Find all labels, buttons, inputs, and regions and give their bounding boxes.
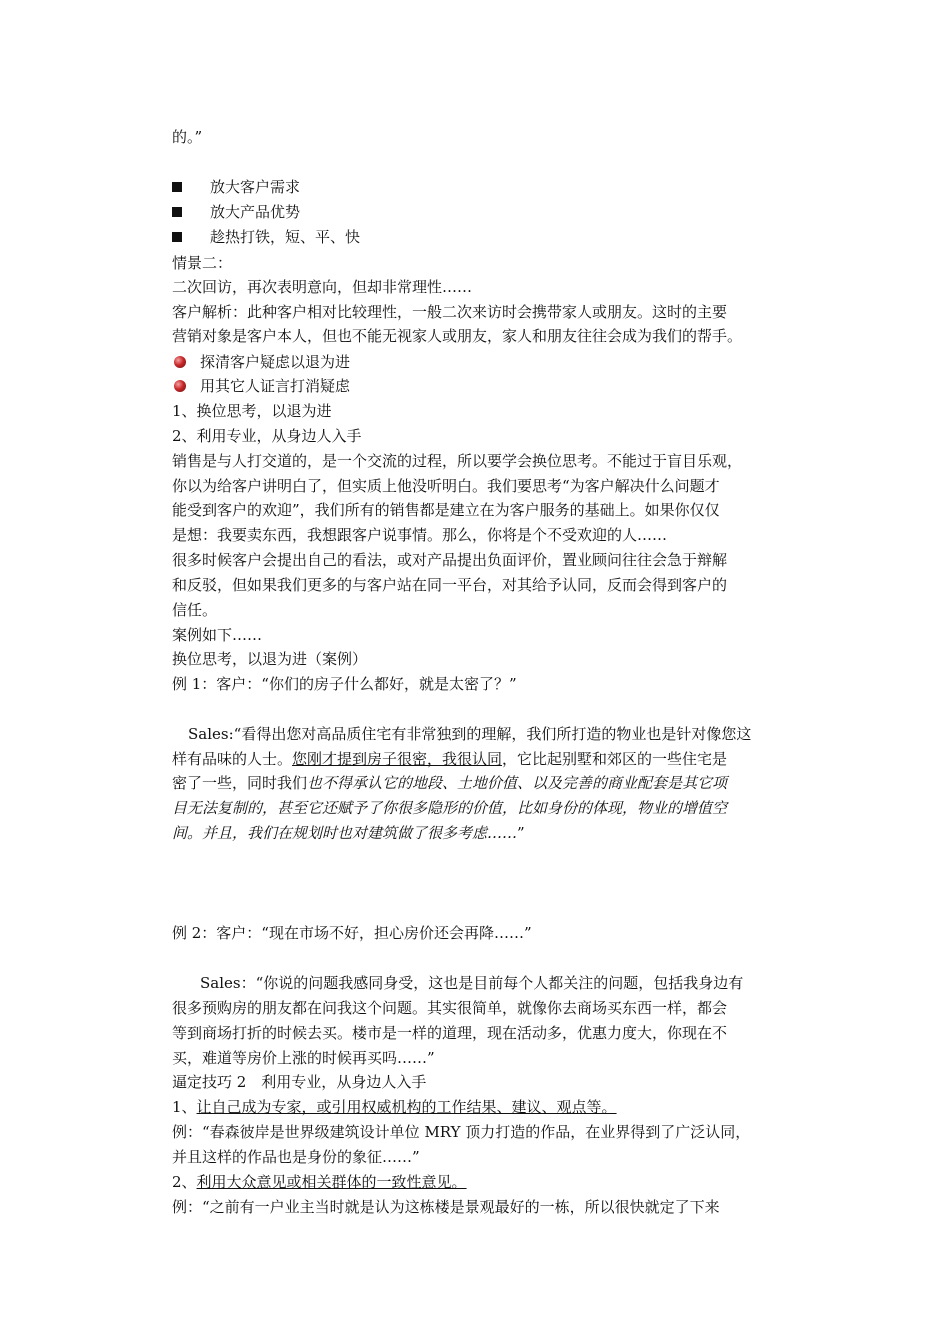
text-line: 客户解析：此种客户相对比较理性，一般二次来访时会携带家人或朋友。这时的主要	[172, 303, 728, 321]
text-line: 销售是与人打交道的，是一个交流的过程，所以要学会换位思考。不能过于盲目乐观，	[172, 452, 743, 470]
text-line	[172, 771, 727, 795]
text-line	[172, 1170, 467, 1194]
underlined-span: 利用大众意见或相关群体的一致性意见。	[196, 1173, 467, 1191]
text-line	[172, 1095, 617, 1119]
text-line: 营销对象是客户本人，但也不能无视家人或朋友，家人和朋友往往会成为我们的帮手。	[172, 327, 743, 345]
underlined-span: 让自己成为专家，或引用权威机构的工作结果、建议、观点等。	[196, 1098, 617, 1116]
text-span: 密了一些，同时我们	[172, 774, 308, 792]
text-span: 2、	[172, 1173, 197, 1191]
text-line: 的。”	[172, 128, 203, 146]
black-square-icon	[172, 207, 182, 217]
text-line: 是想：我要卖东西，我想跟客户说事情。那么，你将是个不受欢迎的人……	[172, 526, 668, 544]
bullet-item: 探清客户疑虑以退为进	[200, 353, 351, 371]
example-line: 例 1：客户：“你们的房子什么都好，就是太密了？”	[172, 675, 517, 693]
italic-span: 也不得承认它的地段、土地价值、以及完善的商业配套是其它项	[307, 774, 728, 792]
text-line: 例：“之前有一户业主当时就是认为这栋楼是景观最好的一栋，所以很快就定了下来	[172, 1198, 720, 1216]
black-square-icon	[172, 232, 182, 242]
example-line: 例 2：客户：“现在市场不好，担心房价还会再降……”	[172, 924, 532, 942]
text-line	[172, 747, 727, 771]
text-line: 二次回访，再次表明意向，但却非常理性……	[172, 278, 473, 296]
italic-span: 间。并且，我们在规划时也对建筑做了很多考虑……	[172, 824, 518, 842]
red-ball-icon	[174, 356, 186, 368]
text-line: 买，难道等房价上涨的时候再买吗……”	[172, 1049, 435, 1067]
text-span: ”	[517, 824, 525, 842]
text-span: 1、	[172, 1098, 197, 1116]
section-heading: 逼定技巧 2 利用专业，从身边人入手	[172, 1073, 427, 1091]
text-line: 等到商场打折的时候去买。楼市是一样的道理，现在活动多，优惠力度大，你现在不	[172, 1024, 728, 1042]
text-line: Sales：“你说的问题我感同身受，这也是目前每个人都关注的问题，包括我身边有	[200, 974, 744, 992]
red-ball-icon	[174, 380, 186, 392]
text-line: 换位思考，以退为进（案例）	[172, 650, 368, 668]
black-square-icon	[172, 182, 182, 192]
text-line: Sales:“看得出您对高品质住宅有非常独到的理解，我们所打造的物业也是针对像您这	[188, 725, 752, 743]
section-heading: 情景二：	[172, 254, 233, 272]
text-line: 和反驳，但如果我们更多的与客户站在同一平台，对其给予认同，反而会得到客户的	[172, 576, 728, 594]
text-span: 样有品味的人士。	[172, 750, 293, 768]
text-line: 2、利用专业，从身边人入手	[172, 427, 362, 445]
bullet-item: 用其它人证言打消疑虑	[200, 377, 351, 395]
text-line: 信任。	[172, 601, 218, 619]
text-line: 很多时候客户会提出自己的看法，或对产品提出负面评价，置业顾问往往会急于辩解	[172, 551, 728, 569]
text-line	[172, 821, 525, 845]
bullet-item: 趁热打铁，短、平、快	[210, 228, 361, 246]
text-line: 能受到客户的欢迎”，我们所有的销售都是建立在为客户服务的基础上。如果你仅仅	[172, 501, 720, 519]
text-line: 案例如下……	[172, 626, 263, 644]
text-line: 1、换位思考，以退为进	[172, 402, 332, 420]
underlined-span: 您刚才提到房子很密，我很认同	[292, 750, 503, 768]
italic-line: 目无法复制的，甚至它还赋予了你很多隐形的价值，比如身份的体现，物业的增值空	[172, 799, 728, 817]
bullet-item: 放大产品优势	[210, 203, 301, 221]
text-span: ，它比起别墅和郊区的一些住宅是	[502, 750, 728, 768]
bullet-item: 放大客户需求	[210, 178, 301, 196]
text-line: 你以为给客户讲明白了，但实质上他没听明白。我们要思考“为客户解决什么问题才	[172, 477, 720, 495]
text-line: 例：“春森彼岸是世界级建筑设计单位 MRY 顶力打造的作品，在业界得到了广泛认同，	[172, 1123, 751, 1141]
text-line: 很多预购房的朋友都在问我这个问题。其实很简单，就像你去商场买东西一样，都会	[172, 999, 728, 1017]
text-line: 并且这样的作品也是身份的象征……”	[172, 1148, 420, 1166]
